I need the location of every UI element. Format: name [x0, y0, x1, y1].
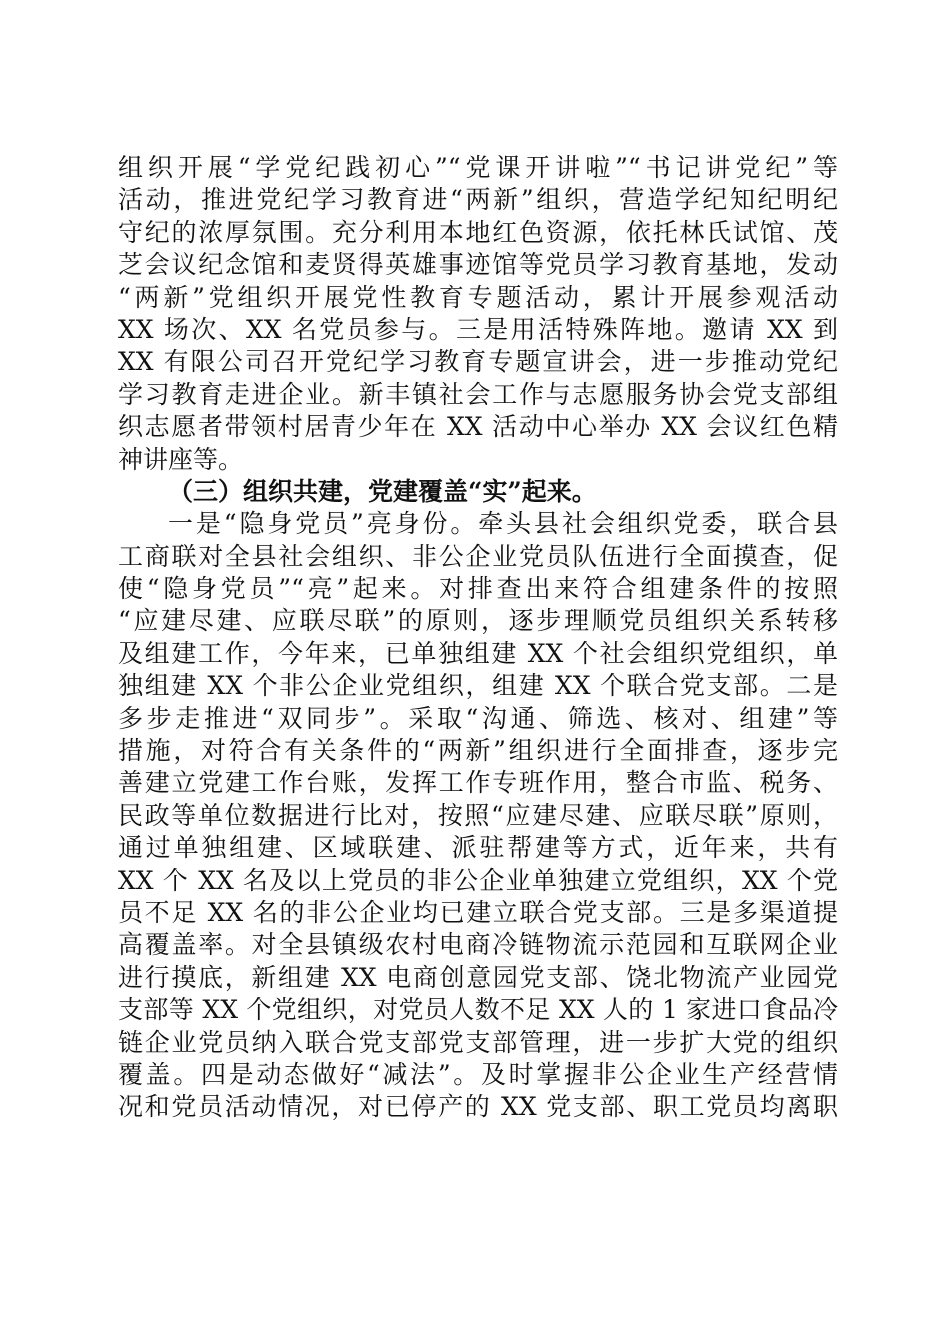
paragraph-line: “应建尽建、应联尽联”的原则，逐步理顺党员组织关系转移: [118, 606, 838, 636]
paragraph-line: 通过单独组建、区域联建、派驻帮建等方式，近年来，共有: [118, 833, 838, 863]
paragraph-line: 神讲座等。: [118, 444, 244, 474]
paragraph-line: 芝会议纪念馆和麦贤得英雄事迹馆等党员学习教育基地，发动: [118, 250, 838, 280]
paragraph-line: 一是“隐身党员”亮身份。牵头县社会组织党委，联合县: [168, 509, 838, 539]
paragraph-line: 支部等 XX 个党组织，对党员人数不足 XX 人的 1 家进口食品冷: [118, 995, 838, 1025]
paragraph-line: 覆盖。四是动态做好“减法”。及时掌握非公企业生产经营情: [118, 1059, 838, 1089]
paragraph-line: 独组建 XX 个非公企业党组织，组建 XX 个联合党支部。二是: [118, 671, 838, 701]
paragraph-line: 进行摸底，新组建 XX 电商创意园党支部、饶北物流产业园党: [118, 962, 838, 992]
paragraph-line: 学习教育走进企业。新丰镇社会工作与志愿服务协会党支部组: [118, 379, 838, 409]
document-body: [118, 152, 838, 1124]
paragraph-line: XX 场次、XX 名党员参与。三是用活特殊阵地。邀请 XX 到: [118, 314, 838, 344]
paragraph-line: 善建立党建工作台账，发挥工作专班作用，整合市监、税务、: [118, 768, 838, 798]
paragraph-line: 使“隐身党员”“亮”起来。对排查出来符合组建条件的按照: [118, 574, 838, 604]
paragraph-line: 措施，对符合有关条件的“两新”组织进行全面排查，逐步完: [118, 736, 838, 766]
paragraph-line: 员不足 XX 名的非公企业均已建立联合党支部。三是多渠道提: [118, 897, 838, 927]
paragraph-line: 工商联对全县社会组织、非公企业党员队伍进行全面摸查，促: [118, 541, 838, 571]
paragraph-line: 组织开展“学党纪践初心”“党课开讲啦”“书记讲党纪”等: [118, 153, 838, 182]
paragraph-line: 链企业党员纳入联合党支部党支部管理，进一步扩大党的组织: [118, 1027, 838, 1057]
paragraph-line: 多步走推进“双同步”。采取“沟通、筛选、核对、组建”等: [118, 703, 838, 733]
paragraph-line: XX 个 XX 名及以上党员的非公企业单独建立党组织，XX 个党: [118, 865, 838, 895]
paragraph-1: [118, 152, 838, 476]
paragraph-line: 织志愿者带领村居青少年在 XX 活动中心举办 XX 会议红色精: [118, 412, 838, 442]
paragraph-2: [118, 508, 838, 1123]
paragraph-line: 高覆盖率。对全县镇级农村电商冷链物流示范园和互联网企业: [118, 930, 838, 960]
paragraph-line: 守纪的浓厚氛围。充分利用本地红色资源，依托林氏试馆、茂: [118, 217, 838, 247]
paragraph-line: 民政等单位数据进行比对，按照“应建尽建、应联尽联”原则，: [118, 800, 838, 830]
paragraph-line: 况和党员活动情况，对已停产的 XX 党支部、职工党员均离职: [118, 1092, 838, 1122]
paragraph-line: 及组建工作，今年来，已单独组建 XX 个社会组织党组织，单: [118, 638, 838, 668]
paragraph-line: “两新”党组织开展党性教育专题活动，累计开展参观活动: [118, 282, 838, 312]
section-heading: （三）组织共建，党建覆盖“实”起来。: [168, 476, 597, 506]
paragraph-line: 活动，推进党纪学习教育进“两新”组织，营造学纪知纪明纪: [118, 185, 838, 215]
paragraph-line: XX 有限公司召开党纪学习教育专题宣讲会，进一步推动党纪: [118, 347, 838, 377]
